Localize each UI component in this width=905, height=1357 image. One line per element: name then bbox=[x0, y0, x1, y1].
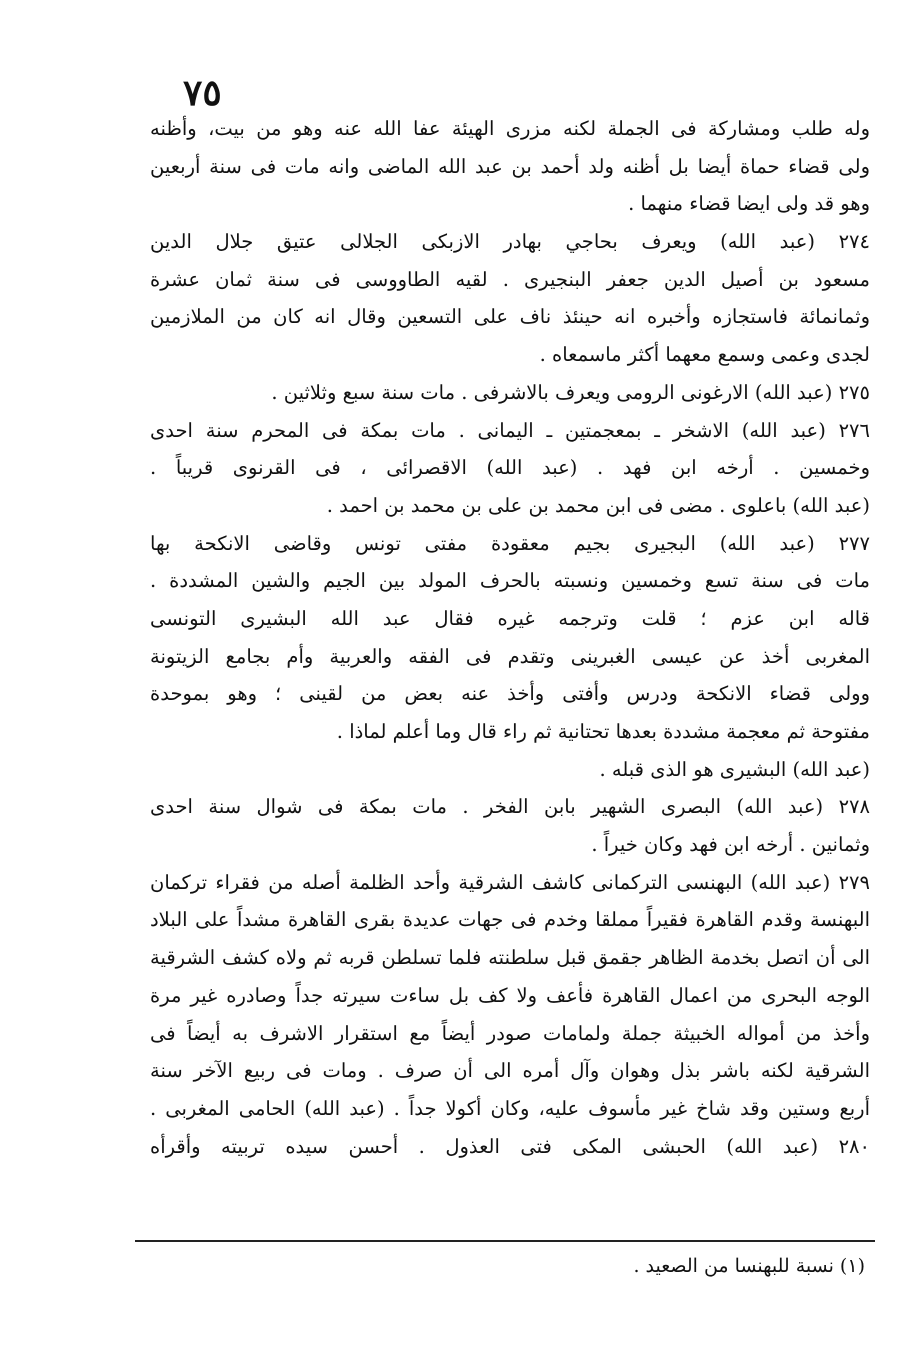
text-line: وهو قد ولى ايضا قضاء منهما . bbox=[628, 192, 870, 216]
text-line: الوجه البحرى من اعمال القاهرة فأعف ولا كف بل ساءت سيرته جداً وصادره غير مرة bbox=[150, 983, 870, 1007]
text-line: وخمسين . أرخه ابن فهد . (عبد الله) الاقصرائى ، فى القرنوى قريباً . bbox=[150, 456, 870, 480]
text-line: مسعود بن أصيل الدين جعفر البنجيرى . لقيه الطاووسى فى سنة ثمان عشرة bbox=[150, 267, 870, 291]
text-line: ٢٧٩ (عبد الله) البهنسى التركمانى كاشف الشرقية وأحد الظلمة أصله من فقراء تركمان bbox=[150, 870, 870, 894]
text-line: ٢٧٤ (عبد الله) ويعرف بحاجي بهادر الازبكى الجلالى عتيق جلال الدين bbox=[150, 230, 870, 254]
text-line: وثمانمائة فاستجازه وأخبره انه حينئذ ناف على التسعين وقال انه كان من الملازمين bbox=[150, 305, 870, 329]
text-line: (عبد الله) باعلوى . مضى فى ابن محمد بن على بن محمد بن احمد . bbox=[326, 493, 870, 517]
text-line: ٢٨٠ (عبد الله) الحبشى المكى فتى العذول . أحسن سيده تربيته وأقرأه bbox=[150, 1134, 870, 1158]
text-line: وثمانين . أرخه ابن فهد وكان خيراً . bbox=[591, 833, 870, 857]
text-line: البهنسة وقدم القاهرة فقيراً مملقا وخدم فى جهات عديدة بقرى القاهرة مشداً على البلاد bbox=[150, 908, 870, 932]
text-line: وأخذ من أمواله الخبيثة جملة ولمامات صودر أيضاً مع استقرار الاشرف به أيضاً فى bbox=[150, 1021, 870, 1045]
text-line: الى أن اتصل بخدمة الظاهر جقمق قبل سلطنته فلما تسلطن قربه ثم ولاه كشف الشرقية bbox=[150, 946, 870, 970]
text-line: ٢٧٧ (عبد الله) البجيرى بجيم معقودة مفتى تونس وقاضى الانكحة بها bbox=[150, 531, 870, 555]
text-line: وله طلب ومشاركة فى الجملة لكنه مزرى الهيئة عفا الله عنه وهو من بيت، وأظنه bbox=[150, 117, 870, 140]
text-line: (عبد الله) البشيرى هو الذى قبله . bbox=[599, 757, 870, 781]
text-line: المغربى أخذ عن عيسى الغبرينى وتقدم فى الفقه والعربية وأم بجامع الزيتونة bbox=[150, 644, 870, 668]
page-number: ٧٥ bbox=[183, 72, 222, 114]
main-text bbox=[150, 110, 870, 1165]
text-line: ٢٧٥ (عبد الله) الارغونى الرومى ويعرف بالاشرفى . مات سنة سبع وثلاثين . bbox=[271, 380, 870, 404]
text-line: وولى قضاء الانكحة ودرس وأفتى وأخذ عنه بعض من لقينى ؛ وهو بموحدة bbox=[150, 682, 870, 706]
text-line: أربع وستين وقد شاخ غير مأسوف عليه، وكان أكولا جداً . (عبد الله) الحامى المغربى . bbox=[150, 1096, 870, 1120]
text-line: ٢٧٦ (عبد الله) الاشخر ـ بمعجمتين ـ اليمانى . مات بمكة فى المحرم سنة احدى bbox=[150, 418, 870, 442]
footnote-divider bbox=[135, 1240, 875, 1242]
text-line: ولى قضاء حماة أيضا بل أظنه ولد أحمد بن عبد الله الماضى وانه مات فى سنة أربعين bbox=[150, 154, 870, 178]
text-line: قاله ابن عزم ؛ قلت وترجمه غيره فقال عبد الله البشيرى التونسى bbox=[150, 606, 870, 630]
text-line: الشرقية لكنه باشر بذل وهوان وآل أمره الى أن صرف . ومات فى ربيع الآخر سنة bbox=[150, 1059, 870, 1083]
text-line: مات فى سنة تسع وخمسين ونسبته بالحرف المولد بين الجيم والشين المشددة . bbox=[150, 569, 870, 593]
text-line: مفتوحة ثم معجمة مشددة بعدها تحتانية ثم راء قال وما أعلم لماذا . bbox=[336, 720, 870, 743]
text-line: لجدى وعمى وسمع معهما أكثر ماسمعاه . bbox=[539, 343, 870, 367]
footnote: (١) نسبة للبهنسا من الصعيد . bbox=[633, 1255, 865, 1277]
text-line: ٢٧٨ (عبد الله) البصرى الشهير بابن الفخر . مات بمكة فى شوال سنة احدى bbox=[150, 795, 870, 819]
